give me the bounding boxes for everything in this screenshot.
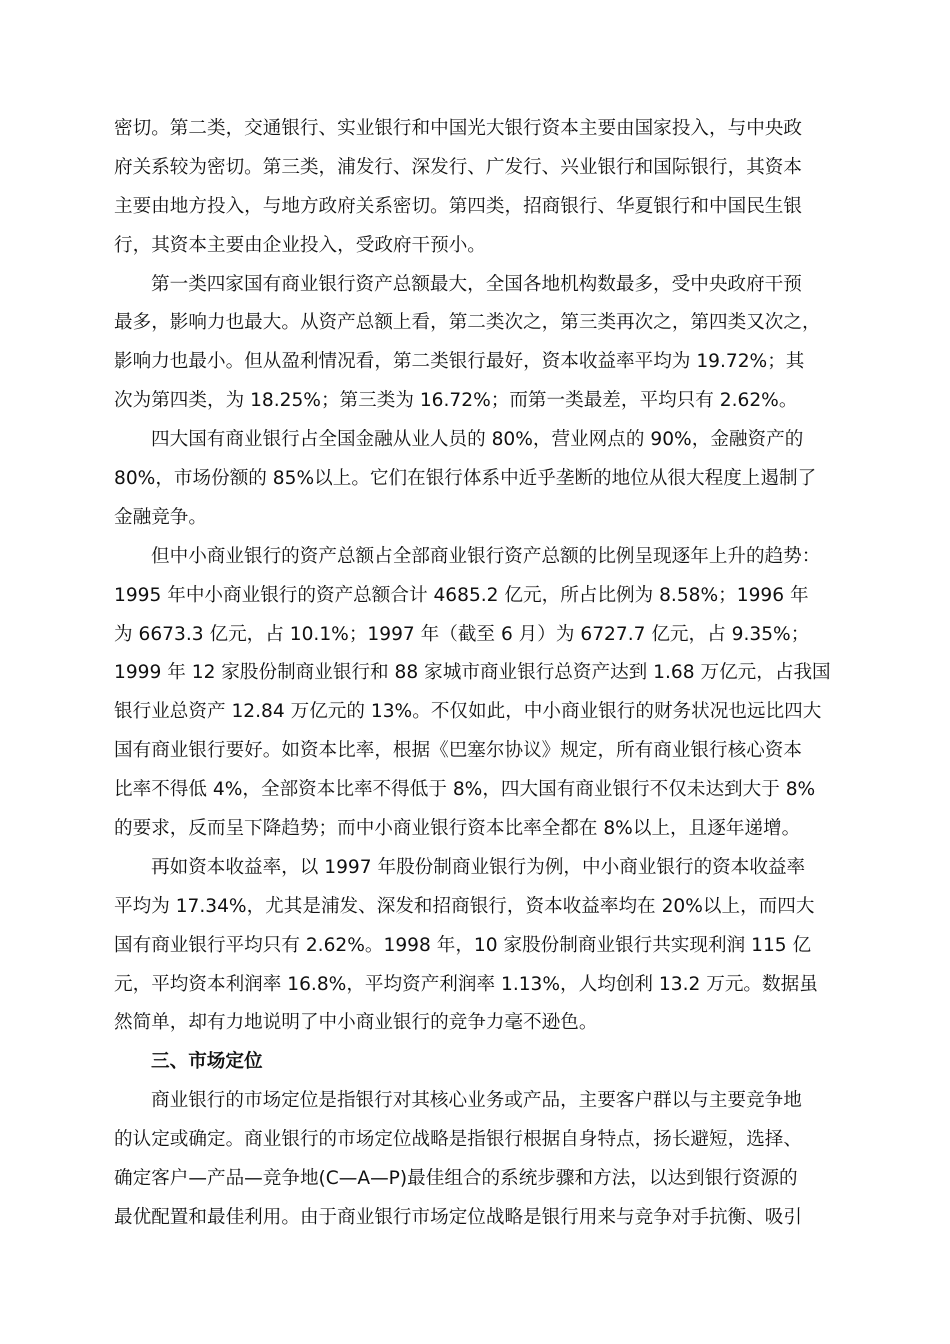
paragraph-line: 影响力也最小。但从盈利情况看，第二类银行最好，资本收益率平均为 19.72%；其 <box>114 351 805 373</box>
paragraph-line: 四大国有商业银行占全国金融从业人员的 80%，营业网点的 90%，金融资产的 <box>151 429 804 451</box>
paragraph-line: 的认定或确定。商业银行的市场定位战略是指银行根据自身特点，扬长避短，选择、 <box>114 1129 802 1151</box>
paragraph-line: 府关系较为密切。第三类，浦发行、深发行、广发行、兴业银行和国际银行，其资本 <box>114 156 802 178</box>
section-heading: 三、市场定位 <box>151 1051 263 1073</box>
paragraph-line: 平均为 17.34%，尤其是浦发、深发和招商银行，资本收益率均在 20%以上，而四大 <box>114 895 815 917</box>
paragraph-line: 80%，市场份额的 85%以上。它们在银行体系中近乎垄断的地位从很大程度上遏制了 <box>114 468 817 490</box>
paragraph-line: 商业银行的市场定位是指银行对其核心业务或产品，主要客户群以与主要竞争地 <box>151 1090 802 1112</box>
paragraph-line: 次为第四类，为 18.25%；第三类为 16.72%；而第一类最差，平均只有 2.62%。 <box>114 390 798 412</box>
paragraph-line: 金融竞争。 <box>114 506 207 528</box>
paragraph-line: 第一类四家国有商业银行资产总额最大，全国各地机构数最多，受中央政府干预 <box>151 273 802 295</box>
paragraph-line: 国有商业银行平均只有 2.62%。1998 年，10 家股份制商业银行共实现利润 115 亿 <box>114 934 812 956</box>
paragraph-line: 的要求，反而呈下降趋势；而中小商业银行资本比率全都在 8%以上，且逐年递增。 <box>114 818 801 840</box>
paragraph-line: 1999 年 12 家股份制商业银行和 88 家城市商业银行总资产达到 1.68 万亿元，占我国 <box>114 662 831 684</box>
paragraph-line: 最优配置和最佳利用。由于商业银行市场定位战略是银行用来与竞争对手抗衡、吸引 <box>114 1206 802 1228</box>
paragraph-line: 行，其资本主要由企业投入，受政府干预小。 <box>114 234 486 256</box>
paragraph-line: 比率不得低 4%，全部资本比率不得低于 8%，四大国有商业银行不仅未达到大于 8% <box>114 779 816 801</box>
paragraph-line: 银行业总资产 12.84 万亿元的 13%。不仅如此，中小商业银行的财务状况也远比四大 <box>114 701 822 723</box>
paragraph-line: 国有商业银行要好。如资本比率，根据《巴塞尔协议》规定，所有商业银行核心资本 <box>114 740 802 762</box>
document-body <box>114 110 839 1238</box>
paragraph-line: 主要由地方投入，与地方政府关系密切。第四类，招商银行、华夏银行和中国民生银 <box>114 195 802 217</box>
paragraph-line: 但中小商业银行的资产总额占全部商业银行资产总额的比例呈现逐年上升的趋势： <box>151 545 821 567</box>
paragraph-line: 元，平均资本利润率 16.8%，平均资产利润率 1.13%，人均创利 13.2 万元。数据虽 <box>114 973 818 995</box>
paragraph-line: 然简单，却有力地说明了中小商业银行的竞争力毫不逊色。 <box>114 1012 598 1034</box>
paragraph-line: 为 6673.3 亿元，占 10.1%；1997 年（截至 6 月）为 6727.7 亿元，占 9.35%； <box>114 623 810 645</box>
paragraph-line: 1995 年中小商业银行的资产总额合计 4685.2 亿元，所占比例为 8.58%；1996 年 <box>114 584 809 606</box>
paragraph-line: 再如资本收益率，以 1997 年股份制商业银行为例，中小商业银行的资本收益率 <box>151 856 806 878</box>
paragraph-line: 确定客户—产品—竞争地(C—A—P)最佳组合的系统步骤和方法，以达到银行资源的 <box>114 1168 798 1190</box>
paragraph-line: 最多，影响力也最大。从资产总额上看，第二类次之，第三类再次之，第四类又次之， <box>114 312 821 334</box>
paragraph-line: 密切。第二类，交通银行、实业银行和中国光大银行资本主要由国家投入，与中央政 <box>114 118 802 139</box>
